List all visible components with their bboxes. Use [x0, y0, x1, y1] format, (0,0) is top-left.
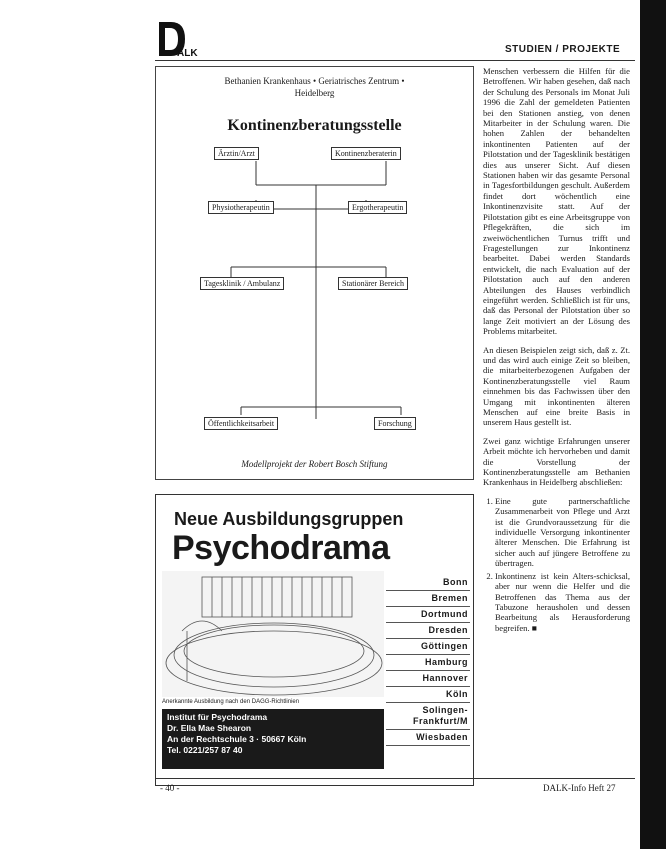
- box-physio: Physiotherapeutin: [208, 201, 274, 214]
- box-tagesklinik: Tagesklinik / Ambulanz: [200, 277, 284, 290]
- page-number: - 40 -: [160, 783, 180, 793]
- city-list: [386, 575, 470, 746]
- psychodrama-advert: [155, 494, 474, 786]
- list-item: 1. Eine gute partnerschaftliche Zusammenarbeit von Pflege und Arzt ist die Grundvoraussetzung für die individuelle Versorgung inkontinenter älterer Menschen. Die Erfahrung ist sicher auch auf jüngere Betroffene zu übertragen.: [495, 496, 630, 569]
- paragraph-3: Zwei ganz wichtige Erfahrungen unserer Arbeit möchte ich hervorheben und damit die Vorstellung der Kontinenzberatungsstelle am Bethanien Krankenhaus in Heidelberg abschließen:: [483, 435, 630, 488]
- city-item: Hannover: [386, 671, 470, 687]
- advert-heading-2: Psychodrama: [172, 529, 390, 567]
- paragraph-1: Menschen verbessern die Hilfen für die Betroffenen. Wir haben gesehen, daß nach der Schulung des Personals im Monat Juli 1996 die Zahl der gemeldeten Patienten bei den Stationen anstieg, von denen Mitarbeiter in der Schulung waren. Die hohen Zahlen der behandelten inkontinenten Patienten auf der Pilotstation und der Tagesklinik bestätigen dies aus unserer Sicht. Auf diesen Stationen haben wir das gesamte Personal in Tagesfortbildungen geschult. Außerdem findet dort wöchentlich eine Inkontinenzvisite statt. Auf der Pilotstation gibt es eine Arbeitsgruppe von Pflegekräften, die sich im zweiwöchentlichen Turnus trifft und Fragestellungen zur Inkontinenz bearbeitet. Dabei werden Standards entwickelt, die nach Evaluation auf der Pilotstation auch auf den anderen Abteilungen des Hauses verbindlich eingeführt werden. Schließlich ist für uns, daß das Personal der Pilotstation über so lange Zeit motiviert an der Lösung des Problems mitarbeitet.: [483, 66, 630, 337]
- list-item: 2. Inkontinenz ist kein Alters-schicksal, aber nur wenn die Helfer und die Betroffenen das Thema aus der Tabuzone herausholen und dessen Bearbeitung als Herausforderung begreifen. ■: [495, 571, 630, 633]
- caption-line-2: Heidelberg: [294, 88, 335, 98]
- figure-caption-top: [156, 75, 473, 99]
- city-item: Solingen-Frankfurt/M: [386, 703, 470, 730]
- dalk-logo: [155, 18, 198, 60]
- city-item: Dresden: [386, 623, 470, 639]
- body-column: [483, 66, 630, 635]
- org-chart-figure: [155, 66, 474, 480]
- contact-line-2: Dr. Ella Mae Shearon: [167, 723, 252, 733]
- page-edge-shadow: [640, 0, 666, 849]
- advert-contact-box: [162, 709, 384, 769]
- advert-recognition-note: Anerkannte Ausbildung nach den DAGG-Richtlinien: [162, 699, 300, 705]
- city-item: Bremen: [386, 591, 470, 607]
- section-label: STUDIEN / PROJEKTE: [505, 44, 621, 55]
- city-item: Köln: [386, 687, 470, 703]
- contact-line-3: An der Rechtschule 3 · 50667 Köln: [167, 734, 307, 744]
- city-item: Wiesbaden: [386, 730, 470, 746]
- box-ergo: Ergotherapeutin: [348, 201, 407, 214]
- figure-caption-bottom: Modellprojekt der Robert Bosch Stiftung: [241, 459, 388, 469]
- city-item: Bonn: [386, 575, 470, 591]
- stage-illustration: [162, 571, 384, 697]
- box-beraterin: Kontinenzberaterin: [331, 147, 401, 160]
- city-item: Dortmund: [386, 607, 470, 623]
- city-item: Göttingen: [386, 639, 470, 655]
- issue-label: DALK-Info Heft 27: [543, 783, 616, 793]
- box-oeffentlichkeit: Öffentlichkeitsarbeit: [204, 417, 278, 430]
- bottom-rule: [155, 778, 635, 779]
- paragraph-2: An diesen Beispielen zeigt sich, daß z. Zt. und das wird auch einige Zeit so bleiben, die mitarbeiterbezogenen Aufgaben der Kontinenzberatungsstelle viel Raum einnehmen bis das Fachwissen über den Umgang mit inkontinenten älteren Menschen auf eine breite Basis in unserem Haus gestellt ist.: [483, 344, 630, 428]
- top-rule: [155, 60, 635, 61]
- contact-line-4: Tel. 0221/257 87 40: [167, 745, 243, 755]
- box-forschung: Forschung: [374, 417, 416, 430]
- city-item: Hamburg: [386, 655, 470, 671]
- box-arztin: Ärztin/Arzt: [214, 147, 259, 160]
- svg-text:ALK: ALK: [177, 48, 198, 59]
- figure-title: Kontinenzberatungsstelle: [227, 117, 402, 134]
- contact-line-1: Institut für Psychodrama: [167, 712, 268, 722]
- advert-heading-1: Neue Ausbildungsgruppen: [174, 509, 404, 529]
- conclusion-list: [483, 496, 630, 633]
- box-stationaer: Stationärer Bereich: [338, 277, 408, 290]
- caption-line-1: Bethanien Krankenhaus • Geriatrisches Zentrum •: [224, 76, 405, 86]
